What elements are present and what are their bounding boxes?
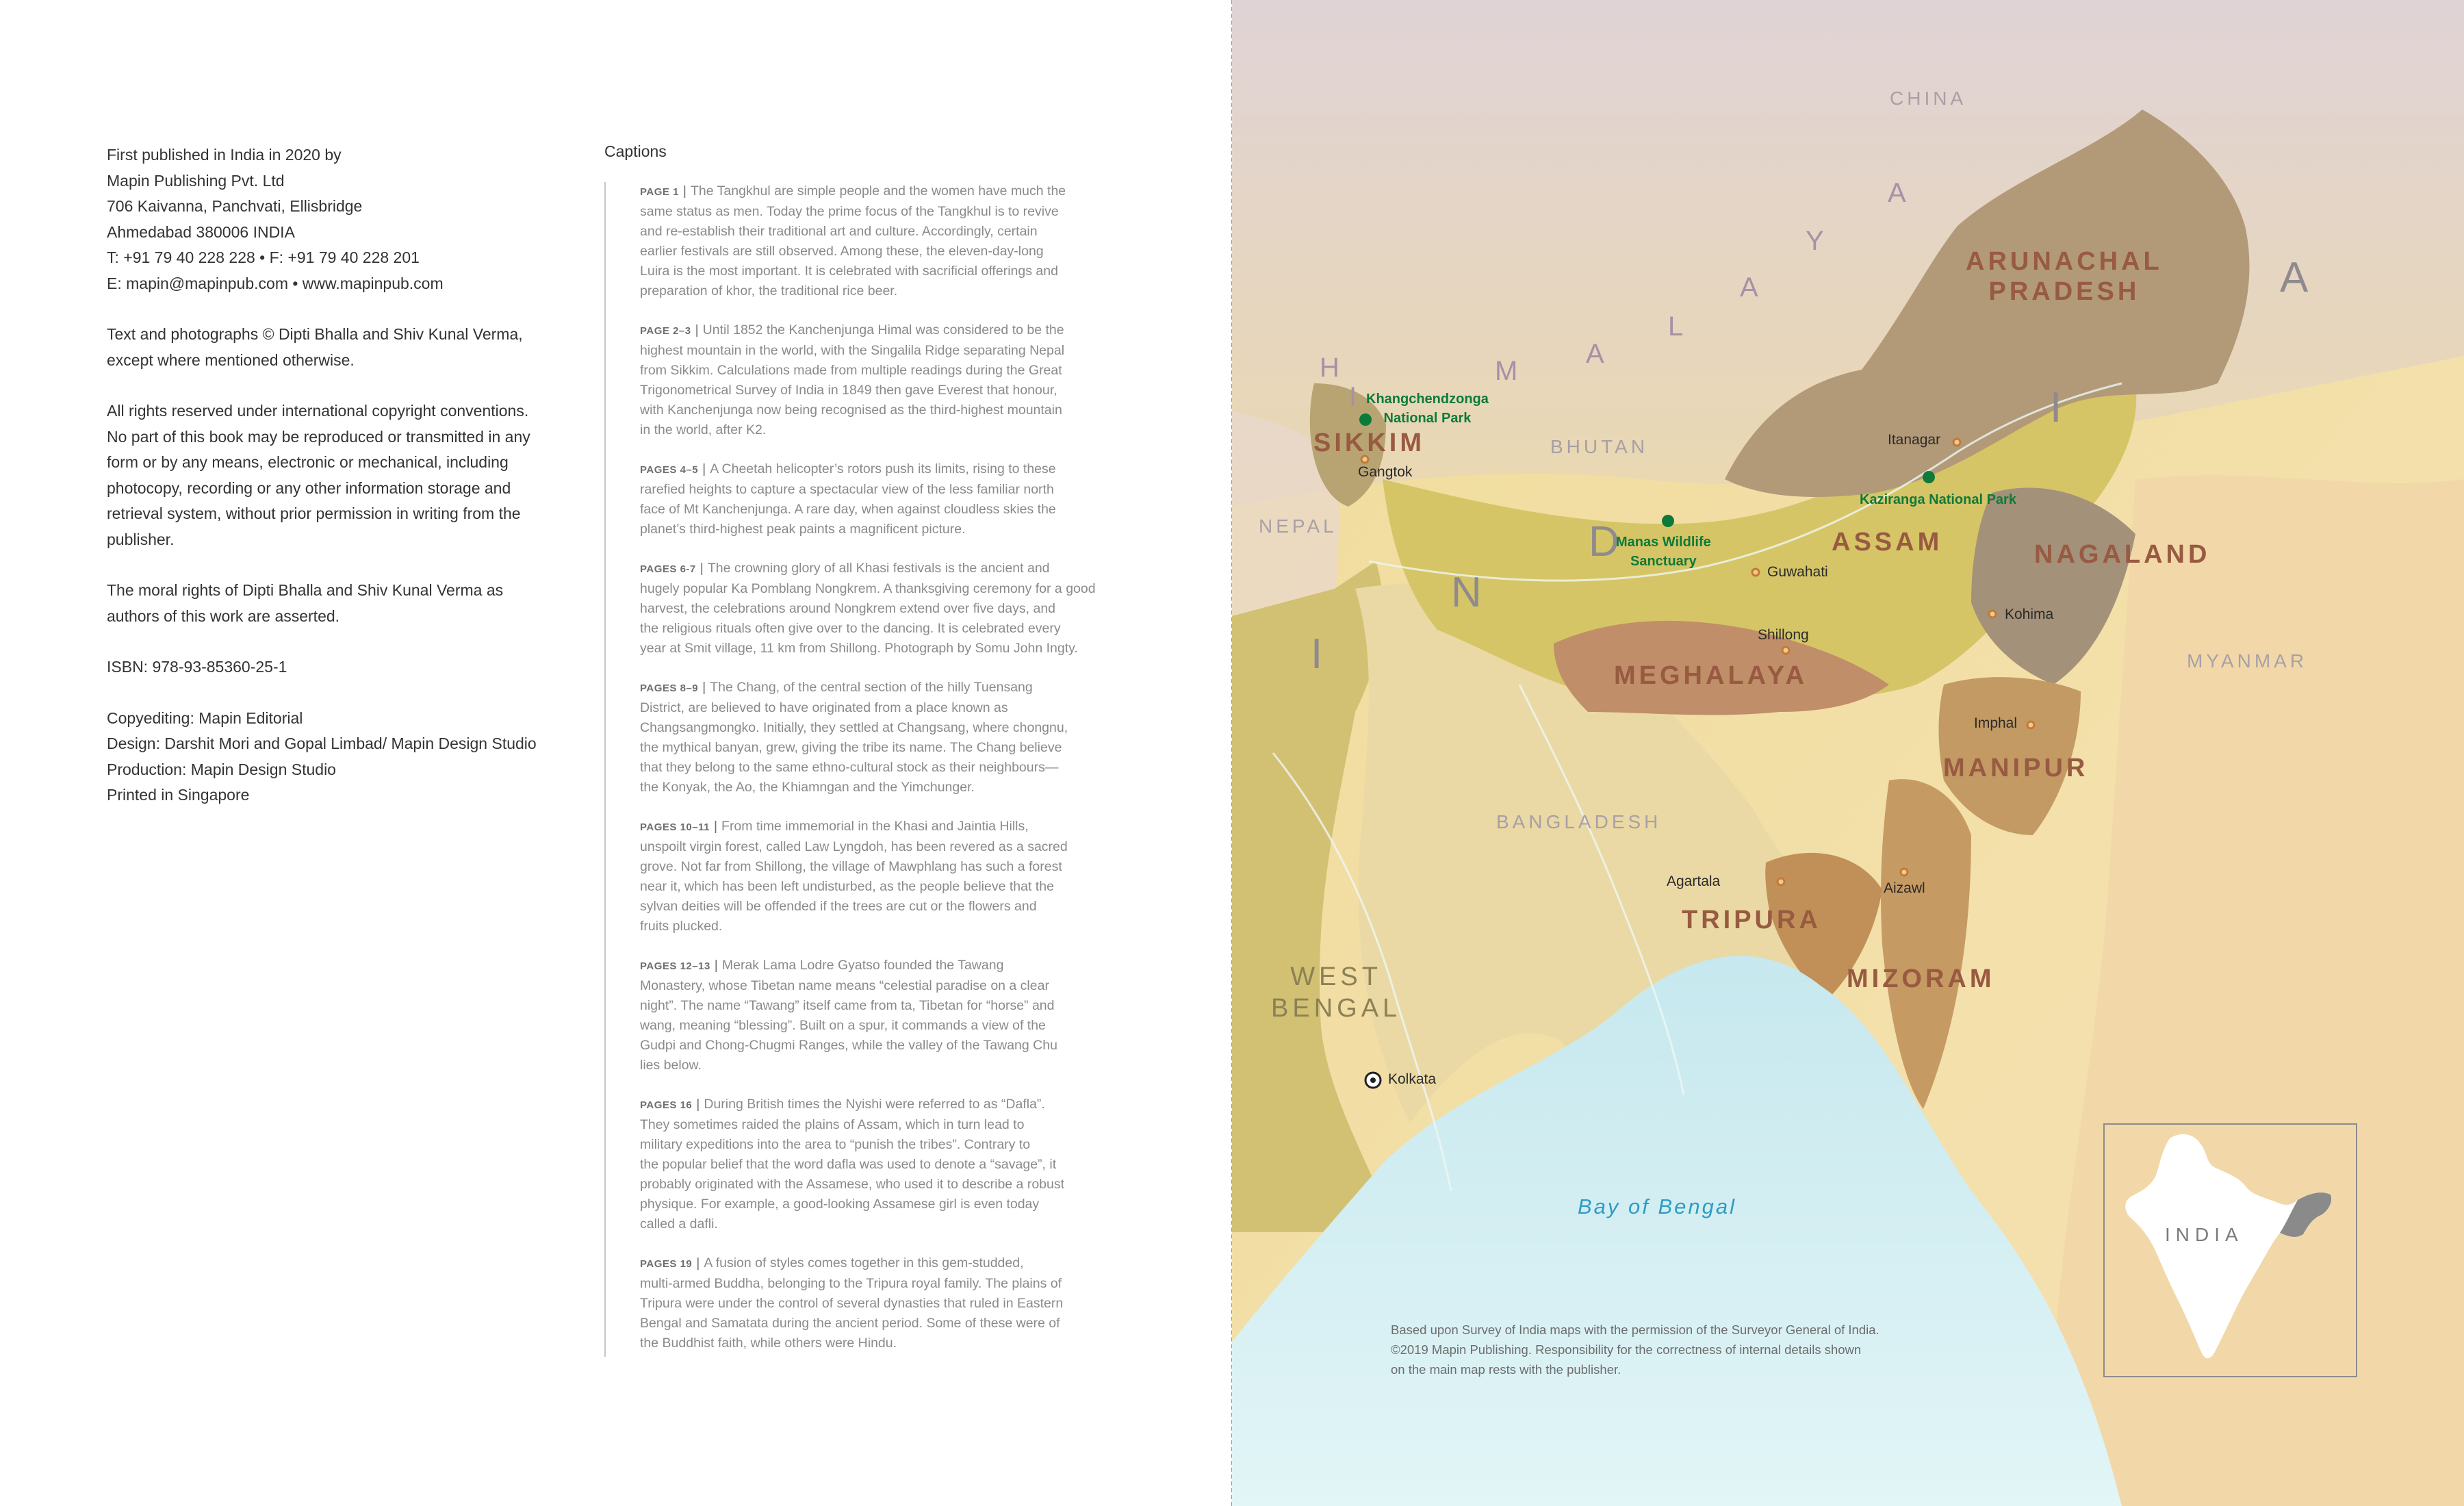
imprint-line: Ahmedabad 380006 INDIA [107,222,295,241]
caption-line: grove. Not far from Shillong, the village of Mawphlang has such a forest [640,859,1062,874]
caption-page-label: PAGES 4–5 [640,464,699,476]
caption-line: lies below. [640,1058,702,1073]
caption-entry [640,181,1107,301]
nepal-label: NEPAL [1259,515,1337,537]
mizoram-label: MIZORAM [1847,965,1995,993]
caption-separator: | [696,1097,700,1112]
caption-line: near it, which has been left undisturbed, as the people believe that the [640,879,1054,894]
imprint-line: photocopy, recording or any other information storage and [107,478,511,497]
caption-page-label: PAGE 2–3 [640,325,691,337]
imprint-line: authors of this work are asserted. [107,607,340,625]
kaziranga-label: Kaziranga National Park [1860,492,2016,507]
caption-line: They sometimes raided the plains of Assam, which in turn lead to [640,1117,1025,1132]
himalaya-letter: Y [1806,226,1824,256]
imprint-line: Mapin Publishing Pvt. Ltd [107,171,285,190]
caption-page-label: PAGES 16 [640,1099,693,1111]
caption-separator: | [702,680,706,695]
agartala-marker [1778,878,1784,885]
manas-marker [1662,515,1674,527]
caption-page-label: PAGES 10–11 [640,821,710,833]
kolkata-marker-dot [1370,1077,1376,1083]
himalaya-letter: I [1349,382,1357,412]
caption-line: Trigonometrical Survey of India in 1849 then gave Everest that honour, [640,383,1057,398]
caption-line: multi-armed Buddha, belonging to the Tripura royal family. The plains of [640,1276,1062,1291]
india-letter: D [1589,518,1619,565]
caption-entry [640,1253,1107,1353]
manas-line-1: Manas Wildlife [1616,535,1711,550]
caption-entry [640,559,1107,659]
imprint-line: except where mentioned otherwise. [107,350,355,369]
manipur-label: MANIPUR [1943,754,2089,782]
caption-line: Changsangmongko. Initially, they settled at Changsang, where chongnu, [640,720,1068,735]
caption-line: During British times the Nyishi were referred to as “Dafla”. [704,1097,1045,1112]
imphal-label: Imphal [1974,715,2018,731]
caption-line: A Cheetah helicopter’s rotors push its limits, rising to these [710,461,1056,476]
caption-entry [640,1095,1107,1234]
caption-line: sylvan deities will be offended if the trees are cut or the flowers and [640,899,1037,914]
caption-line: wang, meaning “blessing”. Built on a spur, it commands a view of the [640,1018,1046,1033]
caption-separator: | [695,322,699,337]
arunachal-line-2: PRADESH [1988,277,2140,306]
caption-line: Tripura were under the control of several dynasties that ruled in Eastern [640,1296,1064,1311]
disclaimer-line: ©2019 Mapin Publishing. Responsibility for the correctness of internal details shown [1391,1342,1862,1357]
caption-line: Monastery, whose Tibetan name means “celestial paradise on a clear [640,978,1049,993]
west-bengal-label [1271,961,1401,1024]
moral-rights [107,578,559,629]
itanagar-label: Itanagar [1888,432,1941,448]
imprint-line: retrieval system, without prior permission in writing from the [107,505,521,522]
caption-line: the popular belief that the word dafla was used to denote a “savage”, it [640,1157,1057,1172]
caption-separator: | [713,819,718,834]
tripura-label: TRIPURA [1682,906,1821,934]
khangchendzonga-label [1366,390,1489,428]
caption-page-label: PAGES 12–13 [640,960,710,972]
caption-line: Gudpi and Chong-Chugmi Ranges, while the valley of the Tawang Chu [640,1038,1057,1053]
map-disclaimer [1391,1320,1938,1379]
kolkata-label: Kolkata [1388,1071,1437,1087]
himalaya-letter: A [1586,339,1604,369]
caption-line: Luira is the most important. It is celebrated with sacrificial offerings and [640,264,1058,279]
caption-line: preparation of khor, the traditional rice beer. [640,283,898,298]
gangtok-label: Gangtok [1358,464,1413,480]
manas-label [1616,533,1711,571]
caption-separator: | [696,1255,700,1271]
disclaimer-line: Based upon Survey of India maps with the permission of the Surveyor General of India. [1391,1323,1879,1337]
imprint-line: Copyediting: Mapin Editorial [107,709,303,727]
kohima-label: Kohima [2005,607,2054,622]
captions-rule [604,182,606,1357]
imprint-line: publisher. [107,530,175,548]
caption-entry [640,817,1107,936]
caption-entry [640,956,1107,1075]
caption-line: District, are believed to have originated from a place known as [640,700,1008,715]
india-silhouette [2125,1134,2331,1358]
himalaya-letter: H [1320,353,1339,383]
caption-line: same status as men. Today the prime focus of the Tangkhul is to revive [640,204,1059,219]
himalaya-letter: M [1495,356,1518,386]
imprint-line: T: +91 79 40 228 228 • F: +91 79 40 228 201 [107,248,420,266]
west-bengal-line-2: BENGAL [1271,994,1402,1023]
caption-entry [640,459,1107,539]
caption-line: the religious rituals often give over to the dancing. It is celebrated every [640,621,1061,636]
china-label: CHINA [1890,88,1967,109]
caption-line: hugely popular Ka Pomblang Nongkrem. A thanksgiving ceremony for a good [640,581,1096,596]
captions-list [640,181,1107,1373]
agartala-label: Agartala [1667,873,1721,889]
imprint-line: E: mapin@mapinpub.com • www.mapinpub.com [107,274,444,292]
caption-line: military expeditions into the area to “punish the tribes”. Contrary to [640,1137,1031,1152]
caption-page-label: PAGE 1 [640,186,679,198]
isbn: ISBN: 978-93-85360-25-1 [107,658,287,676]
imprint-line: No part of this book may be reproduced or transmitted in any [107,427,530,446]
caption-page-label: PAGES 19 [640,1258,693,1270]
credits [107,706,559,808]
arunachal-pradesh-label [1966,246,2163,307]
disclaimer-line: on the main map rests with the publisher. [1391,1362,1621,1377]
caption-separator: | [702,461,706,476]
caption-line: year at Smit village, 11 km from Shillong. Photograph by Somu John Ingty. [640,641,1078,656]
caption-page-label: PAGES 6-7 [640,563,696,575]
inset-india-label: INDIA [2165,1224,2244,1245]
caption-line: planet’s third-highest peak paints a magnificent picture. [640,522,966,537]
khangchendzonga-line-1: Khangchendzonga [1366,392,1489,407]
caption-line: highest mountain in the world, with the Singalila Ridge separating Nepal [640,343,1065,358]
caption-line: the Buddhist faith, while others were Hindu. [640,1336,897,1351]
imphal-marker [2027,722,2034,728]
copyright-notice [107,322,559,373]
caption-line: Bengal and Samatata during the ancient period. Some of these were of [640,1316,1060,1331]
bay-of-bengal-label: Bay of Bengal [1578,1195,1737,1218]
india-letter: N [1451,569,1482,616]
caption-line: the mythical banyan, grew, giving the tribe its name. The Chang believe [640,740,1062,755]
caption-line: Until 1852 the Kanchenjunga Himal was considered to be the [702,322,1064,337]
caption-line: night”. The name “Tawang” itself came from ta, Tibetan for “horse” and [640,998,1055,1013]
publisher-address [107,142,559,296]
himalaya-letter: A [1888,178,1906,208]
caption-entry [640,320,1107,440]
caption-line: physique. For example, a good-looking Assamese girl is even today [640,1197,1040,1212]
imprint-line: First published in India in 2020 by [107,146,342,164]
imprint-line: All rights reserved under international copyright conventions. [107,402,529,420]
india-letter: A [2280,254,2309,301]
india-letter: I [1311,630,1323,678]
caption-separator: | [682,183,686,199]
nagaland-label: NAGALAND [2034,540,2211,569]
northeast-india-map [1232,0,2464,1506]
imprint-line: Production: Mapin Design Studio [107,760,336,778]
khangchendzonga-line-2: National Park [1383,411,1472,426]
aizawl-marker [1901,869,1908,876]
caption-line: The Tangkhul are simple people and the women have much the [690,183,1066,199]
caption-line: A fusion of styles comes together in this gem-studded, [704,1255,1024,1271]
caption-line: face of Mt Kanchenjunga. A rare day, when against cloudless skies the [640,502,1056,517]
caption-separator: | [700,561,704,576]
caption-line: earlier festivals are still observed. Among these, the eleven-day-long [640,244,1044,259]
himalaya-letter: A [1740,272,1758,303]
itanagar-marker [1953,439,1960,446]
india-locator-inset [2103,1123,2357,1377]
caption-page-label: PAGES 8–9 [640,682,699,694]
imprint-line: Design: Darshit Mori and Gopal Limbad/ Mapin Design Studio [107,735,537,752]
caption-line: the Konyak, the Ao, the Khiamngan and the Yimchunger. [640,780,975,795]
imprint-line: Text and photographs © Dipti Bhalla and Shiv Kunal Verma, [107,325,523,343]
bhutan-label: BHUTAN [1550,436,1649,457]
imprint-line: Printed in Singapore [107,786,250,804]
caption-line: with Kanchenjunga now being recognised as the third-highest mountain [640,403,1062,418]
caption-line: The crowning glory of all Khasi festivals is the ancient and [707,561,1050,576]
caption-line: rarefied heights to capture a spectacular view of the less familiar north [640,482,1054,497]
caption-line: harvest, the celebrations around Nongkrem extend over five days, and [640,601,1056,616]
caption-line: From time immemorial in the Khasi and Jaintia Hills, [721,819,1029,834]
himalaya-letter: L [1668,311,1684,342]
imprint-line: The moral rights of Dipti Bhalla and Shiv Kunal Verma as [107,581,504,599]
sikkim-label: SIKKIM [1313,429,1425,457]
shillong-marker [1782,647,1789,654]
bangladesh-label: BANGLADESH [1496,811,1662,832]
caption-line: called a dafli. [640,1216,718,1231]
caption-line: unspoilt virgin forest, called Law Lyngdoh, has been revered as a sacred [640,839,1068,854]
kohima-marker [1989,611,1996,617]
caption-line: in the world, after K2. [640,422,767,437]
caption-line: probably originated with the Assamese, who used it to describe a robust [640,1177,1065,1192]
assam-label: ASSAM [1832,528,1943,557]
caption-line: that they belong to the same ethno-cultural stock as their neighbours— [640,760,1059,775]
caption-entry [640,678,1107,797]
caption-line: from Sikkim. Calculations made from multiple readings during the Great [640,363,1062,378]
meghalaya-label: MEGHALAYA [1614,661,1808,690]
imprint-block [107,142,559,834]
rights-notice [107,398,559,552]
aizawl-label: Aizawl [1884,880,1925,896]
imprint-line: form or by any means, electronic or mechanical, including [107,453,509,471]
myanmar-label: MYANMAR [2187,650,2308,672]
guwahati-marker [1752,569,1759,576]
captions-heading: Captions [604,142,667,160]
caption-line: and re-establish their traditional art and culture. Accordingly, certain [640,224,1038,239]
arunachal-line-1: ARUNACHAL [1966,247,2163,276]
india-outline-map [2105,1125,2356,1376]
manas-line-2: Sanctuary [1630,554,1697,569]
west-bengal-line-1: WEST [1290,962,1382,991]
kolkata-marker [1365,1073,1381,1088]
imprint-line: 706 Kaivanna, Panchvati, Ellisbridge [107,197,363,215]
caption-separator: | [714,958,718,973]
india-letter: I [2050,384,2062,431]
caption-line: Merak Lama Lodre Gyatso founded the Tawang [721,958,1004,973]
guwahati-label: Guwahati [1767,564,1828,580]
caption-line: The Chang, of the central section of the hilly Tuensang [710,680,1033,695]
caption-line: fruits plucked. [640,919,723,934]
shillong-label: Shillong [1758,627,1809,643]
kaziranga-marker [1923,471,1935,483]
